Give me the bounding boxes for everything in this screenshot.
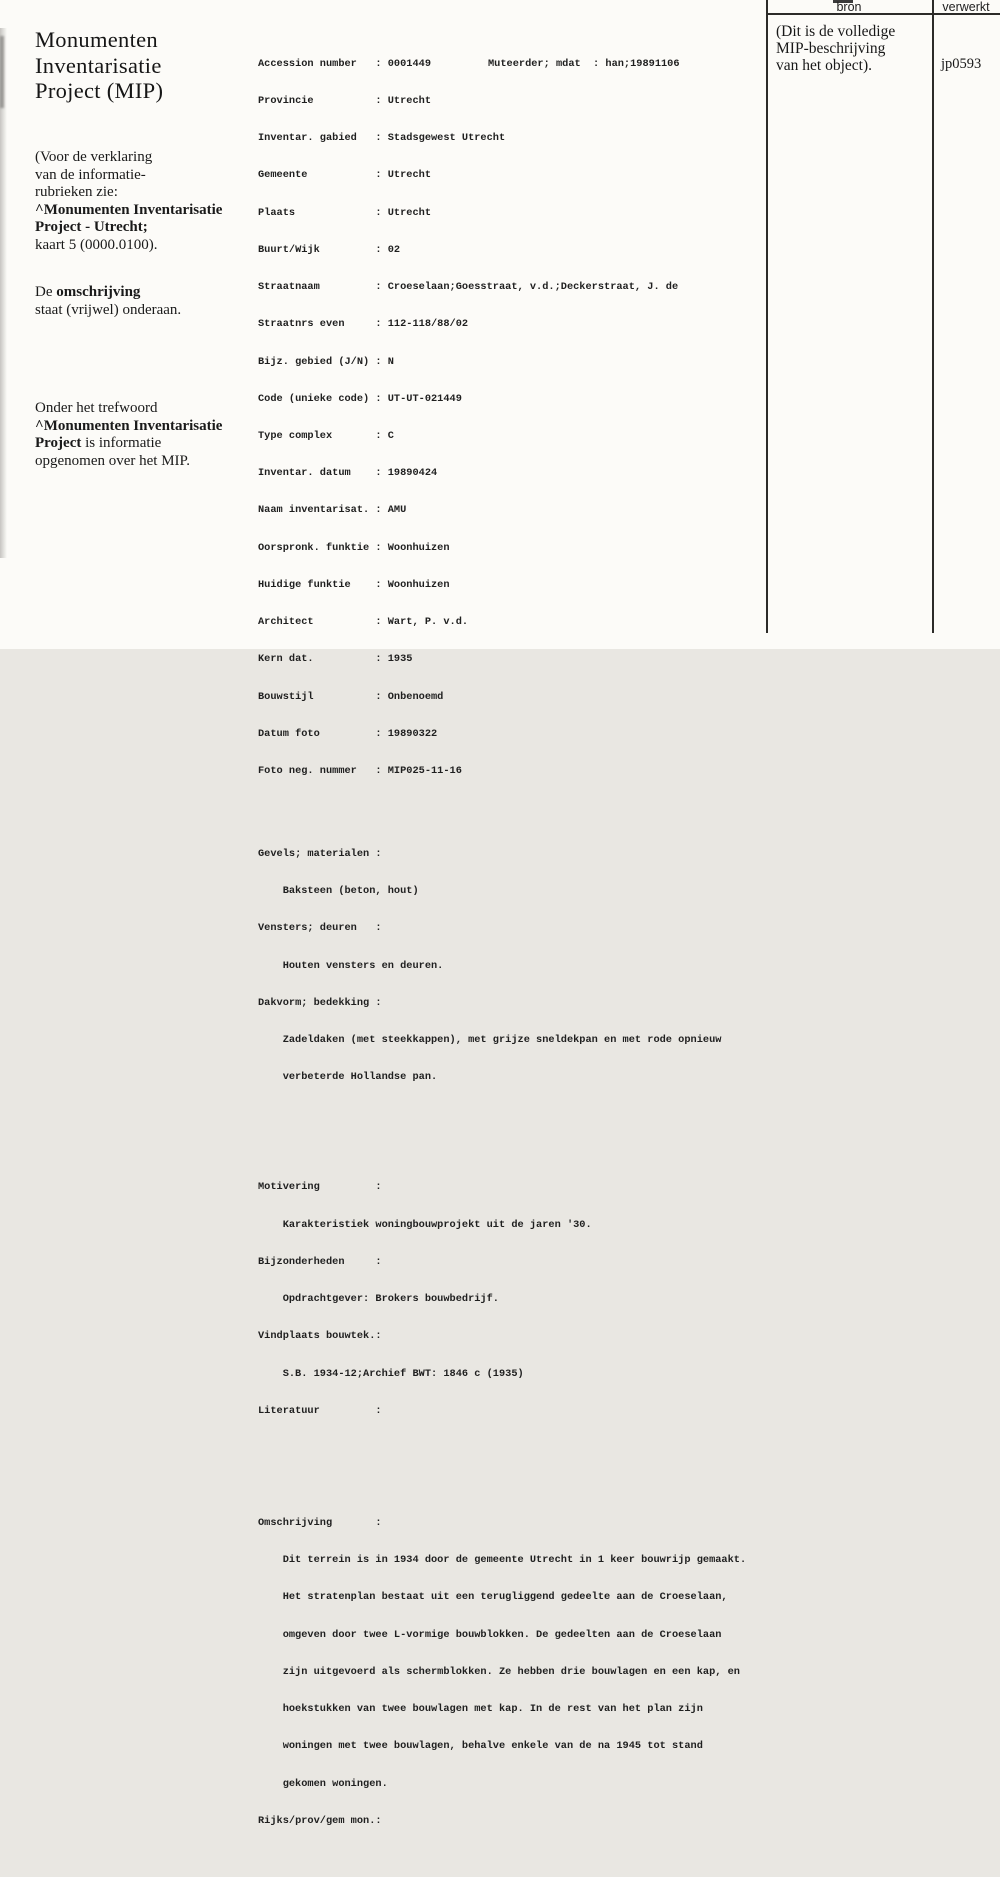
section-content-line: hoekstukken van twee bouwlagen met kap. In de rest van het plan zijn: [282, 1703, 703, 1716]
note-line: Onder het trefwoord: [35, 400, 158, 416]
field-row: [258, 616, 778, 628]
field-row: [258, 691, 778, 703]
section-row: [258, 1517, 778, 1529]
section-content-line: Baksteen (beton, hout): [282, 885, 419, 898]
field-colon: :: [375, 1517, 382, 1530]
mip-record: [258, 33, 778, 1877]
section-row: [258, 1815, 778, 1827]
field-colon: :: [375, 206, 382, 219]
note-text: De: [35, 284, 57, 300]
field-value: AMU: [387, 504, 407, 517]
field-label: Buurt/Wijk: [258, 243, 320, 256]
field-colon: :: [375, 1181, 382, 1194]
section-content-line: woningen met twee bouwlagen, behalve enkele van de na 1945 tot stand: [282, 1740, 703, 1753]
field-label: Naam inventarisat.: [258, 504, 370, 517]
field-label: Bijz. gebied (J/N): [258, 355, 370, 368]
field-value: Wart, P. v.d.: [387, 616, 469, 629]
field-label: Bouwstijl: [258, 690, 314, 703]
field-value: MIP025-11-16: [387, 764, 462, 777]
note-omschrijving: [35, 284, 260, 319]
field-value: han;19891106: [605, 57, 680, 70]
field-label: Plaats: [258, 206, 296, 219]
field-label: Code (unieke code): [258, 392, 370, 405]
note-line: van de informatie-: [35, 166, 146, 183]
field-row: [258, 393, 778, 405]
section-label: Rijks/prov/gem mon.: [258, 1814, 376, 1827]
field-value: Woonhuizen: [387, 541, 450, 554]
field-row: [258, 467, 778, 479]
column-header-verwerkt: verwerkt: [942, 0, 990, 14]
field-label: Foto neg. nummer: [258, 764, 357, 777]
section-row: [258, 1181, 778, 1193]
field-label: Oorspronk. funktie: [258, 541, 370, 554]
note-line: (Voor de verklaring: [35, 149, 153, 165]
verwerkt-code: jp0593: [941, 56, 982, 72]
note-line: kaart 5 (0000.0100).: [35, 236, 158, 253]
field-label: Accession number: [258, 57, 357, 70]
field-colon: :: [375, 1330, 382, 1343]
field-colon: :: [375, 281, 382, 294]
section-content-line: verbeterde Hollandse pan.: [282, 1071, 438, 1084]
field-colon: :: [375, 922, 382, 935]
section-row: [258, 1405, 778, 1417]
field-row: [258, 132, 778, 144]
section-row: [258, 1256, 778, 1268]
page-title: [35, 27, 163, 104]
note-text-bold: omschrijving: [56, 284, 141, 300]
field-row: [258, 728, 778, 740]
field-label: Huidige funktie: [258, 578, 351, 591]
section-label: Gevels; materialen: [258, 847, 370, 860]
field-value: 02: [387, 243, 401, 256]
field-label: Kern dat.: [258, 653, 314, 666]
field-row: [258, 207, 778, 219]
section-content-line: zijn uitgevoerd als schermblokken. Ze hebben drie bouwlagen en een kap, en: [282, 1665, 740, 1678]
field-row: [258, 95, 778, 107]
field-row: [258, 430, 778, 442]
field-label: Straatnaam: [258, 281, 320, 294]
field-colon: :: [375, 504, 382, 517]
field-value: N: [387, 355, 394, 368]
field-colon: :: [593, 57, 600, 70]
note-line-bold: ^Monumenten Inventarisatie: [35, 201, 223, 218]
field-colon: :: [375, 430, 382, 442]
section-row: [258, 848, 778, 860]
field-row: [258, 579, 778, 591]
note-trefwoord: [35, 400, 260, 470]
note-text: is informatie: [81, 435, 162, 451]
field-colon: :: [375, 355, 382, 368]
section-label: Vindplaats bouwtek.: [258, 1330, 376, 1343]
field-value: C: [387, 430, 394, 442]
field-value: 19890322: [387, 727, 438, 740]
field-row: [258, 244, 778, 256]
table-border-left: [766, 0, 768, 633]
section-content-line: S.B. 1934-12;Archief BWT: 1846 c (1935): [282, 1367, 524, 1380]
section-omschrijving: [258, 1492, 778, 1852]
section-content-line: gekomen woningen.: [282, 1777, 388, 1790]
note-line: [35, 284, 260, 302]
section-label: Vensters; deuren: [258, 922, 357, 935]
field-row: [258, 504, 778, 516]
section-motivering: [258, 1157, 778, 1442]
field-colon: :: [375, 541, 382, 554]
section-content-line: Zadeldaken (met steekkappen), met grijze sneldekpan en met rode opnieuw: [282, 1034, 722, 1046]
section-label: Motivering: [258, 1181, 320, 1194]
note-line: opgenomen over het MIP.: [35, 452, 190, 469]
field-colon: :: [375, 392, 382, 405]
field-value: Utrecht: [387, 95, 432, 108]
field-colon: :: [375, 616, 382, 629]
field-label: Inventar. datum: [258, 467, 351, 480]
field-colon: :: [375, 169, 382, 182]
title-line: Project (MIP): [35, 78, 164, 103]
field-colon: :: [375, 996, 382, 1009]
field-colon: :: [375, 727, 382, 740]
field-colon: :: [375, 318, 382, 331]
field-label: Datum foto: [258, 727, 320, 740]
field-colon: :: [375, 467, 382, 480]
note-line: [35, 435, 260, 453]
field-value: Utrecht: [387, 169, 432, 182]
note-text-bold: Project: [35, 435, 82, 451]
field-value: 19890424: [387, 467, 438, 480]
field-row: [258, 356, 778, 368]
section-content-line: Opdrachtgever: Brokers bouwbedrijf.: [282, 1293, 499, 1306]
field-value: Utrecht: [387, 206, 432, 219]
field-value: 112-118/88/02: [387, 318, 469, 331]
column-header-bron: bron: [836, 0, 862, 14]
table-column-divider: [932, 0, 934, 633]
section-label: Omschrijving: [258, 1517, 333, 1530]
field-colon: :: [375, 95, 382, 108]
note-verklaring: [35, 149, 260, 254]
note-line: staat (vrijwel) onderaan.: [35, 301, 182, 318]
section-row: [258, 922, 778, 934]
field-row: [258, 281, 778, 293]
field-row: [258, 653, 778, 665]
field-value: 1935: [387, 653, 413, 666]
field-colon: :: [375, 653, 382, 666]
field-row: [258, 765, 778, 777]
note-line-bold: ^Monumenten Inventarisatie: [35, 417, 223, 434]
field-colon: :: [375, 764, 382, 777]
note-line: rubrieken zie:: [35, 184, 118, 200]
field-value: Woonhuizen: [387, 578, 450, 591]
field-value: Onbenoemd: [387, 690, 444, 703]
field-label: Muteerder; mdat: [488, 57, 581, 70]
note-line: MIP-beschrijving: [776, 40, 886, 57]
field-value: UT-UT-021449: [387, 392, 462, 405]
field-value: Stadsgewest Utrecht: [387, 132, 506, 145]
field-value: Croeselaan;Goesstraat, v.d.;Deckerstraat, J. de: [387, 281, 679, 294]
section-label: Dakvorm; bedekking: [258, 996, 370, 1009]
field-value: 0001449: [387, 57, 432, 70]
section-label: Literatuur: [258, 1404, 320, 1417]
note-line-bold: Project - Utrecht;: [35, 219, 148, 235]
field-label: Type complex: [258, 430, 333, 442]
section-exterior: [258, 823, 778, 1108]
field-label: Inventar. gabied: [258, 132, 357, 145]
field-label: Gemeente: [258, 169, 308, 182]
field-label: Architect: [258, 616, 314, 629]
field-colon: :: [375, 1404, 382, 1417]
field-colon: :: [375, 243, 382, 256]
field-colon: :: [375, 57, 382, 70]
section-label: Bijzonderheden: [258, 1255, 345, 1268]
field-label: Provincie: [258, 95, 314, 108]
note-line: (Dit is de volledige: [776, 23, 896, 40]
field-colon: :: [375, 1814, 382, 1827]
section-content-line: Karakteristiek woningbouwprojekt uit de jaren '30.: [282, 1218, 592, 1231]
field-colon: :: [375, 847, 382, 860]
field-row: [258, 318, 778, 330]
scan-edge-smudge: [0, 36, 4, 108]
section-content-line: Houten vensters en deuren.: [282, 959, 444, 972]
section-content-line: omgeven door twee L-vormige bouwblokken. De gedeelten aan de Croeselaan: [282, 1628, 722, 1641]
field-colon: :: [375, 578, 382, 591]
title-line: Inventarisatie: [35, 52, 162, 78]
note-line: van het object).: [776, 57, 872, 74]
section-row: [258, 1330, 778, 1342]
muteerder-field: [488, 58, 680, 70]
field-colon: :: [375, 690, 382, 703]
field-row: [258, 169, 778, 181]
field-colon: :: [375, 1255, 382, 1268]
field-row: [258, 542, 778, 554]
field-row: [258, 58, 778, 70]
section-content-line: Dit terrein is in 1934 door de gemeente Utrecht in 1 keer bouwrijp gemaakt.: [282, 1554, 747, 1567]
section-content-line: Het stratenplan bestaat uit een terugliggend gedeelte aan de Croeselaan,: [282, 1591, 728, 1604]
field-colon: :: [375, 132, 382, 145]
field-label: Straatnrs even: [258, 318, 345, 331]
bron-note: [776, 23, 926, 74]
section-row: [258, 997, 778, 1009]
title-line: Monumenten: [35, 27, 158, 52]
